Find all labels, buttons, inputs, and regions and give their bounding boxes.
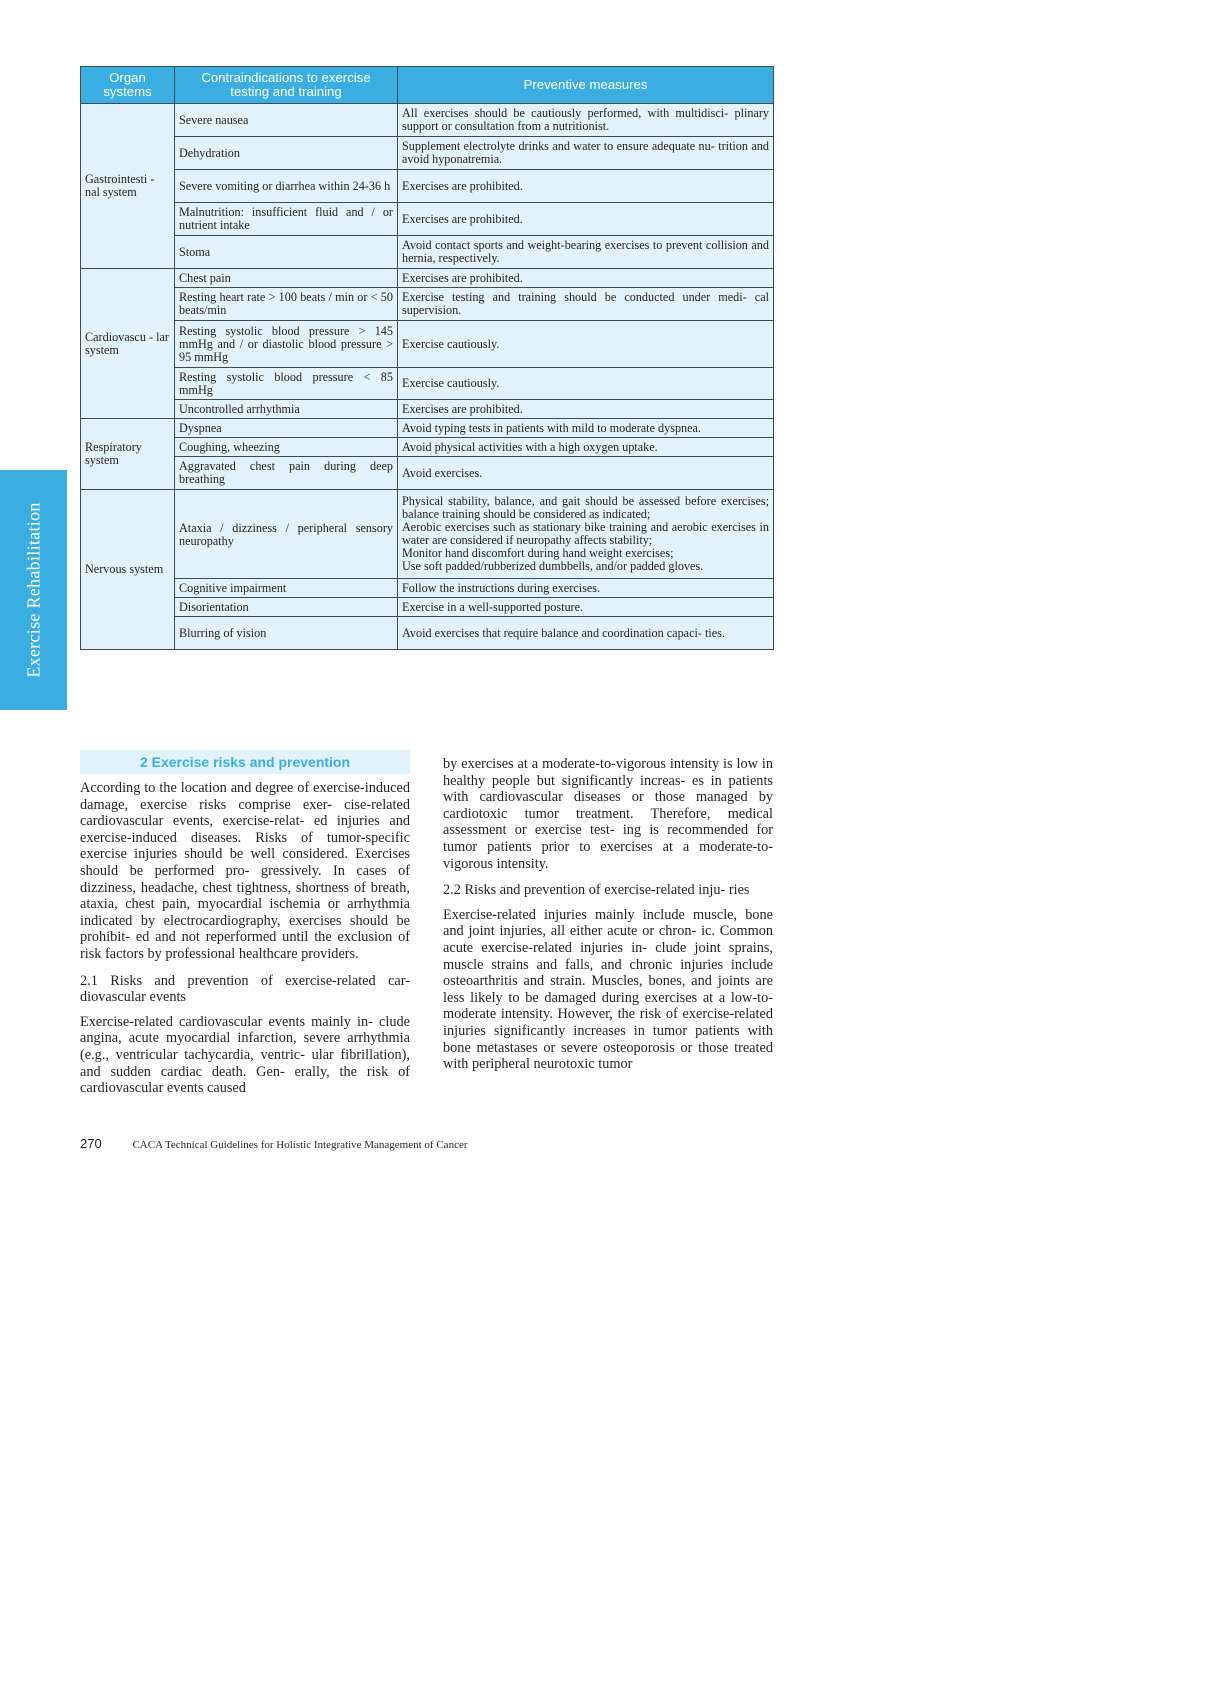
section-heading: 2 Exercise risks and prevention bbox=[80, 750, 410, 774]
running-title: CACA Technical Guidelines for Holistic Integrative Management of Cancer bbox=[132, 1139, 468, 1151]
table-row bbox=[81, 104, 774, 137]
side-tab-label: Exercise Rehabilitation bbox=[23, 502, 43, 678]
contraindication-cell: Stoma bbox=[175, 236, 398, 269]
measure-cell: Avoid exercises that require balance and coordination capaci- ties. bbox=[398, 617, 774, 650]
table-row bbox=[81, 438, 774, 457]
header-contraindications: Contraindications to exercise testing and training bbox=[175, 67, 398, 104]
table-row bbox=[81, 288, 774, 321]
organ-cell: Respiratory system bbox=[81, 419, 175, 490]
contraindication-cell: Resting heart rate > 100 beats / min or < 50 beats/min bbox=[175, 288, 398, 321]
table-row bbox=[81, 269, 774, 288]
contraindication-cell: Dehydration bbox=[175, 137, 398, 170]
side-section-tab bbox=[0, 470, 67, 710]
table-row bbox=[81, 579, 774, 598]
right-text-column bbox=[443, 756, 773, 1083]
page-number: 270 bbox=[80, 1136, 102, 1151]
contraindication-cell: Severe vomiting or diarrhea within 24-36 h bbox=[175, 170, 398, 203]
table-row bbox=[81, 368, 774, 400]
table-row bbox=[81, 203, 774, 236]
measure-cell: Physical stability, balance, and gait should be assessed before exercises; balance training should be considered as indicated; Aerobic exercises such as stationary bike training and aerobic exercises in water are considered if neuropathy affects stability; Monitor hand discomfort during hand weight exercises; Use soft padded/rubberized dumbbells, and/or padded gloves. bbox=[398, 490, 774, 579]
measure-cell: Exercises are prohibited. bbox=[398, 400, 774, 419]
measure-cell: Exercises are prohibited. bbox=[398, 269, 774, 288]
table-header-row bbox=[81, 67, 774, 104]
body-paragraph: by exercises at a moderate-to-vigorous intensity is low in healthy people but significantly increas- es in patients with cardiovascular diseases or those managed by cardiotoxic tumor treatment. Therefore, medical assessment or exercise test- ing is recommended for tumor patients prior to exercises at a moderate-to-vigorous intensity. bbox=[443, 756, 773, 872]
table-row bbox=[81, 137, 774, 170]
subsection-heading: 2.2 Risks and prevention of exercise-related inju- ries bbox=[443, 882, 750, 899]
contraindication-cell: Dyspnea bbox=[175, 419, 398, 438]
contraindication-cell: Cognitive impairment bbox=[175, 579, 398, 598]
measure-cell: Exercises are prohibited. bbox=[398, 203, 774, 236]
body-paragraph: Exercise-related injuries mainly include muscle, bone and joint injuries, all either acute or chron- ic. Common acute exercise-related injuries in- clude joint sprains, muscle strains and falls, and chronic injuries include osteoarthritis and strain. Muscles, bones, and joints are less likely to be damaged during exercises at a low-to-moderate intensity. However, the risk of exercise-related injuries significantly increases in tumor patients with bone metastases or severe osteoporosis or those treated with peripheral neurotoxic tumor bbox=[443, 906, 773, 1073]
contraindication-cell: Ataxia / dizziness / peripheral sensory neuropathy bbox=[175, 490, 398, 579]
measure-cell: Exercise testing and training should be conducted under medi- cal supervision. bbox=[398, 288, 774, 321]
organ-cell: Gastrointesti - nal system bbox=[81, 104, 175, 269]
contraindication-cell: Disorientation bbox=[175, 598, 398, 617]
measure-cell: Supplement electrolyte drinks and water to ensure adequate nu- trition and avoid hyponatremia. bbox=[398, 137, 774, 170]
page-footer bbox=[80, 1136, 468, 1151]
header-preventive-measures: Preventive measures bbox=[398, 67, 774, 104]
measure-cell: Exercises are prohibited. bbox=[398, 170, 774, 203]
left-text-column bbox=[80, 750, 410, 1107]
contraindication-cell: Aggravated chest pain during deep breathing bbox=[175, 457, 398, 490]
subsection-heading: 2.1 Risks and prevention of exercise-related car- diovascular events bbox=[80, 972, 410, 1006]
contraindication-cell: Malnutrition: insufficient fluid and / or nutrient intake bbox=[175, 203, 398, 236]
contraindication-cell: Resting systolic blood pressure < 85 mmHg bbox=[175, 368, 398, 400]
measure-cell: Exercise cautiously. bbox=[398, 321, 774, 368]
body-paragraph: According to the location and degree of exercise-induced damage, exercise risks comprise exer- cise-related cardiovascular events, exercise-relat- ed injuries and exercise-induced diseases. Risks of tumor-specific exercise injuries should be well considered. Exercises should be performed pro- gressively. In cases of dizziness, headache, chest tightness, shortness of breath, ataxia, chest pain, myocardial ischemia or arrhythmia indicated by electrocardiography, exercises should be prohibit- ed and not reperformed until the exclusion of risk factors by professional healthcare providers. bbox=[80, 780, 410, 962]
contraindication-cell: Severe nausea bbox=[175, 104, 398, 137]
measure-cell: Avoid physical activities with a high oxygen uptake. bbox=[398, 438, 774, 457]
measure-cell: Exercise cautiously. bbox=[398, 368, 774, 400]
contraindication-cell: Uncontrolled arrhythmia bbox=[175, 400, 398, 419]
measure-cell: All exercises should be cautiously performed, with multidisci- plinary support or consultation from a nutritionist. bbox=[398, 104, 774, 137]
body-paragraph: Exercise-related cardiovascular events mainly in- clude angina, acute myocardial infarction, severe arrhythmia (e.g., ventricular tachycardia, ventric- ular fibrillation), and sudden cardiac death. Gen- erally, the risk of cardiovascular events caused bbox=[80, 1013, 410, 1097]
table-row bbox=[81, 170, 774, 203]
measure-cell: Exercise in a well-supported posture. bbox=[398, 598, 774, 617]
organ-cell: Cardiovascu - lar system bbox=[81, 269, 175, 419]
contraindication-cell: Chest pain bbox=[175, 269, 398, 288]
table-row bbox=[81, 457, 774, 490]
measure-cell: Avoid contact sports and weight-bearing exercises to prevent collision and hernia, respectively. bbox=[398, 236, 774, 269]
measure-cell: Avoid exercises. bbox=[398, 457, 774, 490]
measure-cell: Avoid typing tests in patients with mild to moderate dyspnea. bbox=[398, 419, 774, 438]
contraindication-cell: Blurring of vision bbox=[175, 617, 398, 650]
table-row bbox=[81, 236, 774, 269]
header-organ-systems: Organ systems bbox=[81, 67, 175, 104]
table-row bbox=[81, 321, 774, 368]
table-row bbox=[81, 598, 774, 617]
table-row bbox=[81, 490, 774, 579]
organ-cell: Nervous system bbox=[81, 490, 175, 650]
measure-cell: Follow the instructions during exercises. bbox=[398, 579, 774, 598]
table-row bbox=[81, 617, 774, 650]
contraindication-cell: Resting systolic blood pressure > 145 mmHg and / or diastolic blood pressure > 95 mmHg bbox=[175, 321, 398, 368]
table-row bbox=[81, 419, 774, 438]
contraindications-table bbox=[80, 66, 774, 650]
table-row bbox=[81, 400, 774, 419]
contraindication-cell: Coughing, wheezing bbox=[175, 438, 398, 457]
